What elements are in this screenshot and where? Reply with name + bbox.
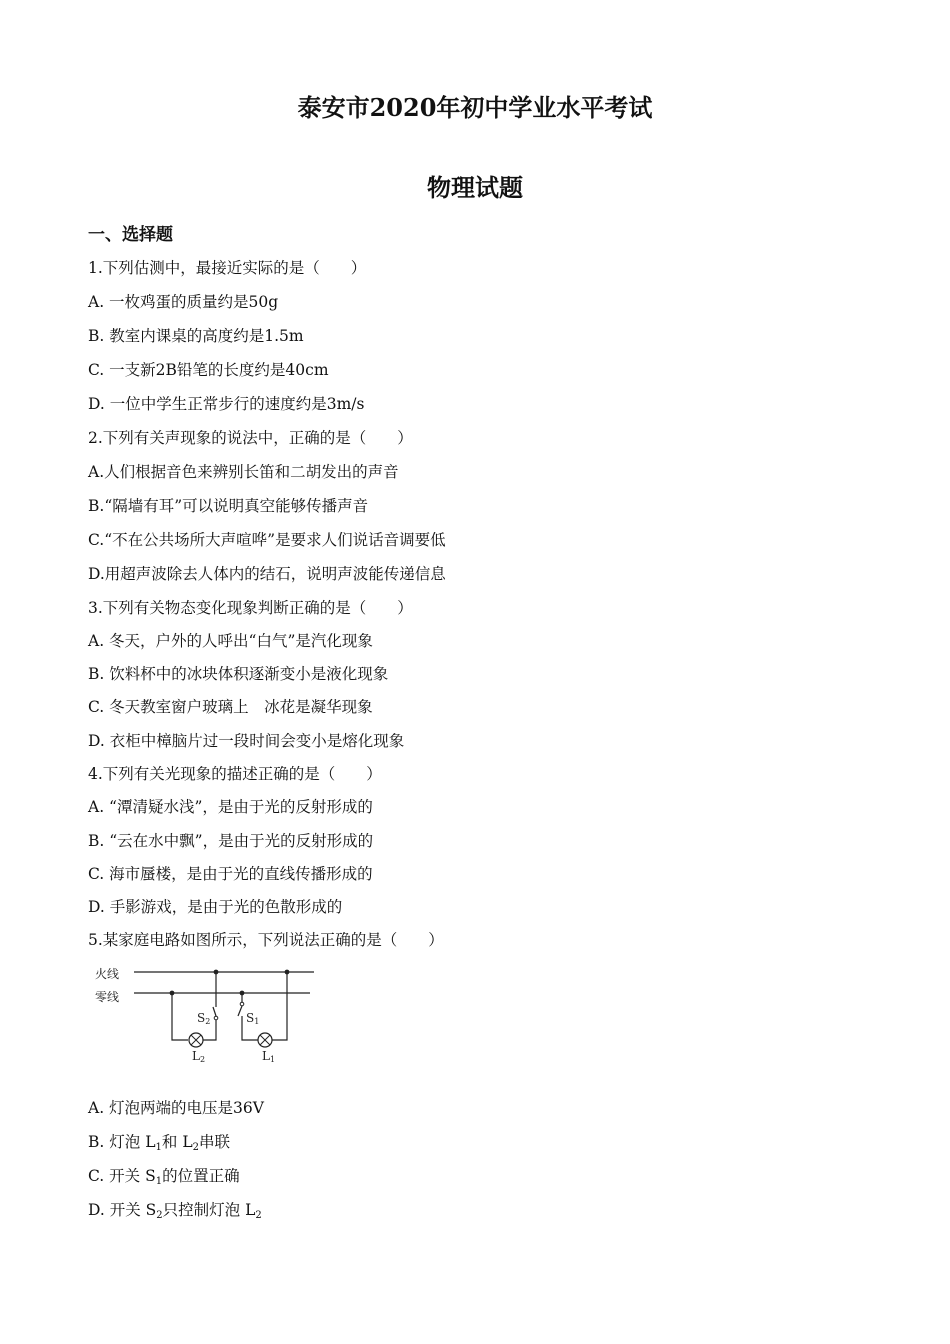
question-2-option-b: B.“隔墙有耳”可以说明真空能够传播声音 <box>88 497 369 515</box>
question-2-option-a: A.人们根据音色来辨别长笛和二胡发出的声音 <box>88 463 399 481</box>
question-1-option-b: B. 教室内课桌的高度约是1.5m <box>88 327 304 345</box>
switch-s2-label: S2 <box>197 1011 211 1026</box>
question-3-option-a: A. 冬天，户外的人呼出“白气”是汽化现象 <box>88 632 373 650</box>
section-heading: 一、选择题 <box>88 225 173 245</box>
question-3-option-d: D. 衣柜中樟脑片过一段时间会变小是熔化现象 <box>88 732 405 750</box>
branch-left-wire <box>172 993 188 1040</box>
question-2-option-d: D.用超声波除去人体内的结石，说明声波能传递信息 <box>88 565 446 583</box>
page-title: 泰安市2020年初中学业水平考试 <box>297 93 653 122</box>
question-1-option-c: C. 一支新2B铅笔的长度约是40cm <box>88 361 329 379</box>
question-5-option-d: D. 开关 $S_2$只控制灯泡 $L_2$ <box>88 1201 262 1221</box>
question-5-option-a: A. 灯泡两端的电压是36V <box>88 1099 264 1117</box>
question-5-option-c: C. 开关 $S_1$的位置正确 <box>88 1167 240 1187</box>
question-1-option-a: A. 一枚鸡蛋的质量约是50g <box>88 293 279 311</box>
switch-s1-label: S1 <box>246 1011 260 1026</box>
question-5-option-b: B. 灯泡 $L_1$和 $L_2$串联 <box>88 1133 230 1153</box>
question-4-option-c: C. 海市蜃楼，是由于光的直线传播形成的 <box>88 865 373 883</box>
question-2-option-c: C.“不在公共场所大声喧哗”是要求人们说话音调要低 <box>88 531 446 549</box>
lamp-l2-label: L2 <box>192 1049 206 1064</box>
question-3-option-c: C. 冬天教室窗户玻璃上 冰花是凝华现象 <box>88 698 373 716</box>
question-3-option-b: B. 饮料杯中的冰块体积逐渐变小是液化现象 <box>88 665 389 683</box>
branch-right-wire <box>272 972 287 1040</box>
question-1-option-d: D. 一位中学生正常步行的速度约是3m/s <box>88 395 365 413</box>
page-subtitle: 物理试题 <box>427 173 523 202</box>
switch-s1-contact <box>240 1002 244 1006</box>
question-4-option-a: A. “潭清疑水浅”，是由于光的反射形成的 <box>88 798 373 816</box>
neutral-wire-label: 零线 <box>95 990 120 1004</box>
switch-s2-contact <box>214 1016 218 1020</box>
switch-s1-icon <box>238 1006 242 1016</box>
question-1-stem: 1.下列估测中，最接近实际的是（ ） <box>88 259 367 277</box>
question-4-option-d: D. 手影游戏，是由于光的色散形成的 <box>88 898 343 916</box>
circuit-diagram <box>92 962 332 1066</box>
question-3-stem: 3.下列有关物态变化现象判断正确的是（ ） <box>88 599 413 617</box>
switch-s2-icon <box>213 1007 216 1016</box>
question-2-stem: 2.下列有关声现象的说法中，正确的是（ ） <box>88 429 413 447</box>
question-4-option-b: B. “云在水中飘”，是由于光的反射形成的 <box>88 832 374 850</box>
lamp-l1-label: L1 <box>262 1049 276 1064</box>
question-5-stem: 5.某家庭电路如图所示，下列说法正确的是（ ） <box>88 931 444 949</box>
live-wire-label: 火线 <box>95 967 120 981</box>
question-4-stem: 4.下列有关光现象的描述正确的是（ ） <box>88 765 382 783</box>
